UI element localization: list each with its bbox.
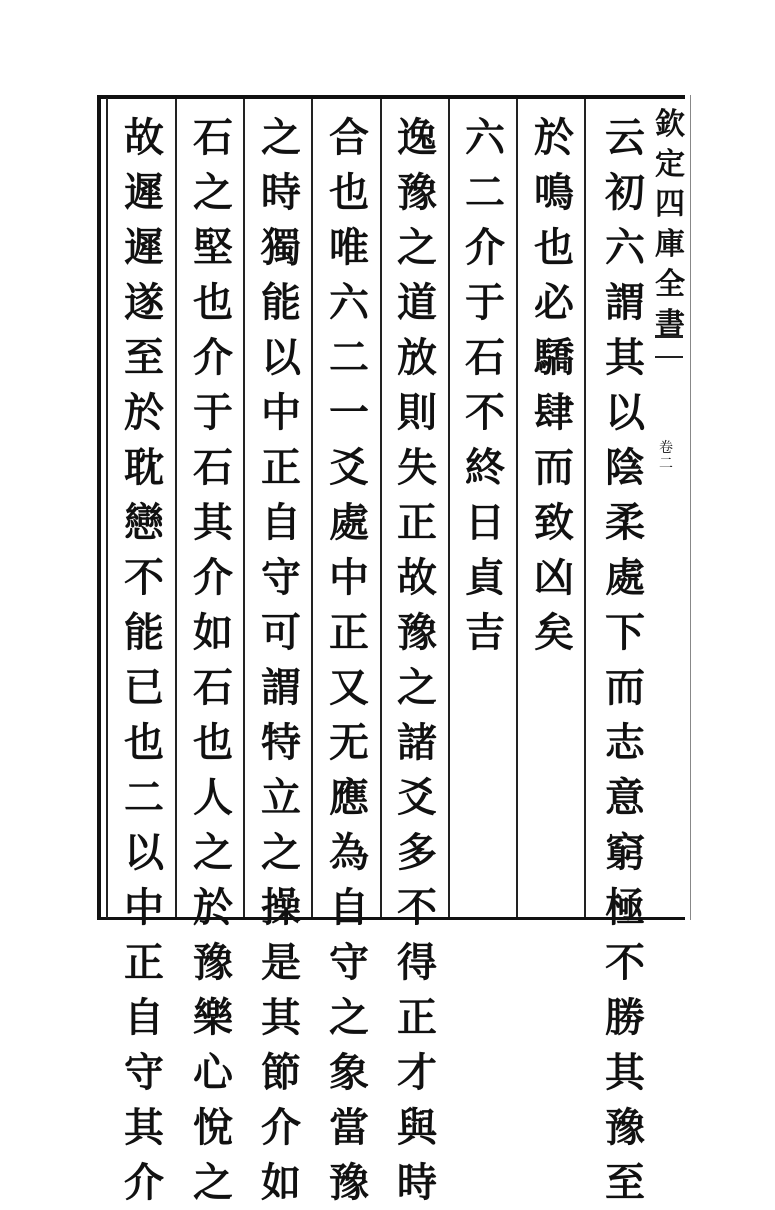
text-char: 不 [397,884,437,931]
text-char: 窮 [605,829,645,876]
text-char: 節 [261,1049,301,1096]
header-char: 全 [655,267,685,302]
text-char: 于 [465,279,505,326]
text-char: 當 [329,1104,369,1151]
text-column-7 [186,110,240,1210]
text-char: 陰 [605,444,645,491]
text-char: 堅 [193,224,233,271]
text-char: 爻 [329,444,369,491]
text-char: 一 [329,389,369,436]
text-char: 樂 [193,994,233,1041]
text-char: 終 [465,444,505,491]
text-char: 豫 [329,1159,369,1206]
text-char: 必 [534,279,574,326]
text-char: 以 [124,829,164,876]
text-char: 之 [329,994,369,1041]
text-char: 其 [605,1049,645,1096]
text-char: 道 [397,279,437,326]
text-char: 石 [193,444,233,491]
fishtail-mark [655,335,683,358]
text-char: 豫 [397,169,437,216]
text-char: 二 [124,774,164,821]
header-char: 庫 [655,227,685,262]
text-char: 无 [329,719,369,766]
text-char: 處 [605,554,645,601]
text-char: 之 [397,664,437,711]
text-column-2 [527,110,581,660]
text-char: 而 [534,444,574,491]
text-char: 吉 [465,609,505,656]
text-column-4 [390,110,444,1210]
text-char: 悅 [193,1104,233,1151]
text-char: 正 [329,609,369,656]
text-char: 鳴 [534,169,574,216]
text-char: 也 [193,719,233,766]
header-char: 定 [655,147,685,182]
text-char: 其 [261,994,301,1041]
text-char: 多 [397,829,437,876]
text-column-5 [322,110,376,1210]
text-char: 其 [605,334,645,381]
text-char: 是 [261,939,301,986]
text-char: 豫 [193,939,233,986]
text-char: 六 [605,224,645,271]
page-edge-rule [690,95,691,920]
text-char: 正 [261,444,301,491]
text-char: 遲 [124,169,164,216]
text-char: 于 [193,389,233,436]
text-char: 諸 [397,719,437,766]
text-char: 也 [329,169,369,216]
text-char: 已 [124,664,164,711]
text-char: 二 [329,334,369,381]
text-char: 下 [605,609,645,656]
text-char: 獨 [261,224,301,271]
text-char: 不 [465,389,505,436]
text-char: 之 [261,114,301,161]
column-divider [516,99,518,917]
text-char: 於 [124,389,164,436]
text-char: 放 [397,334,437,381]
text-char: 其 [124,1104,164,1151]
text-char: 以 [605,389,645,436]
text-char: 與 [397,1104,437,1151]
text-char: 逸 [397,114,437,161]
text-char: 石 [465,334,505,381]
text-char: 六 [465,114,505,161]
text-char: 耽 [124,444,164,491]
text-char: 為 [329,829,369,876]
text-char: 而 [605,664,645,711]
text-char: 正 [397,994,437,1041]
text-char: 之 [193,829,233,876]
text-char: 唯 [329,224,369,271]
text-char: 應 [329,774,369,821]
text-char: 柔 [605,499,645,546]
text-column-1 [598,110,652,1210]
text-char: 才 [397,1049,437,1096]
text-char: 合 [329,114,369,161]
text-char: 如 [261,1159,301,1206]
text-char: 自 [329,884,369,931]
text-char: 於 [534,114,574,161]
text-char: 其 [193,499,233,546]
column-divider [448,99,450,917]
text-char: 爻 [397,774,437,821]
column-divider [380,99,382,917]
text-char: 自 [124,994,164,1041]
text-char: 人 [193,774,233,821]
text-char: 則 [397,389,437,436]
text-char: 自 [261,499,301,546]
text-char: 介 [261,1104,301,1151]
text-char: 勝 [605,994,645,1041]
text-char: 志 [605,719,645,766]
text-char: 石 [193,664,233,711]
text-char: 至 [124,334,164,381]
text-char: 二 [465,169,505,216]
text-char: 心 [193,1049,233,1096]
text-char: 能 [261,279,301,326]
text-char: 之 [397,224,437,271]
column-divider [311,99,313,917]
text-char: 云 [605,114,645,161]
text-char: 不 [605,939,645,986]
text-char: 象 [329,1049,369,1096]
text-char: 貞 [465,554,505,601]
text-char: 至 [605,1159,645,1206]
text-char: 時 [397,1159,437,1206]
text-char: 六 [329,279,369,326]
text-char: 於 [193,884,233,931]
text-char: 謂 [605,279,645,326]
text-char: 又 [329,664,369,711]
text-char: 失 [397,444,437,491]
text-char: 正 [124,939,164,986]
text-char: 故 [124,114,164,161]
text-char: 致 [534,499,574,546]
text-column-8 [117,110,171,1210]
text-char: 以 [261,334,301,381]
text-char: 遲 [124,224,164,271]
text-char: 也 [534,224,574,271]
text-char: 故 [397,554,437,601]
text-char: 初 [605,169,645,216]
text-column-6 [254,110,308,1210]
text-char: 也 [193,279,233,326]
text-char: 豫 [397,609,437,656]
header-char: 欽 [655,107,685,142]
text-char: 介 [124,1159,164,1206]
text-char: 時 [261,169,301,216]
text-char: 操 [261,884,301,931]
text-char: 不 [124,554,164,601]
text-char: 中 [329,554,369,601]
text-char: 豫 [605,1104,645,1151]
text-char: 肆 [534,389,574,436]
text-char: 中 [124,884,164,931]
column-divider [175,99,177,917]
column-divider [584,99,586,917]
text-char: 之 [193,1159,233,1206]
text-char: 謂 [261,664,301,711]
text-char: 立 [261,774,301,821]
text-column-3 [458,110,512,660]
frame-inner-rule [106,98,108,918]
text-char: 之 [193,169,233,216]
text-char: 如 [193,609,233,656]
text-char: 之 [261,829,301,876]
text-char: 可 [261,609,301,656]
text-char: 得 [397,939,437,986]
text-char: 也 [124,719,164,766]
text-char: 特 [261,719,301,766]
text-char: 戀 [124,499,164,546]
text-char: 守 [261,554,301,601]
text-char: 介 [193,334,233,381]
juan-mark: 卷二 [659,440,673,472]
text-char: 遂 [124,279,164,326]
text-char: 正 [397,499,437,546]
text-char: 極 [605,884,645,931]
column-divider [243,99,245,917]
text-char: 介 [465,224,505,271]
header-char: 書 [655,307,685,342]
text-char: 介 [193,554,233,601]
text-char: 能 [124,609,164,656]
text-char: 驕 [534,334,574,381]
text-char: 處 [329,499,369,546]
text-char: 守 [124,1049,164,1096]
text-char: 日 [465,499,505,546]
header-char: 四 [655,187,685,222]
text-char: 守 [329,939,369,986]
text-char: 石 [193,114,233,161]
text-char: 凶 [534,554,574,601]
text-char: 意 [605,774,645,821]
page-header [650,105,690,345]
text-char: 矣 [534,609,574,656]
text-char: 中 [261,389,301,436]
